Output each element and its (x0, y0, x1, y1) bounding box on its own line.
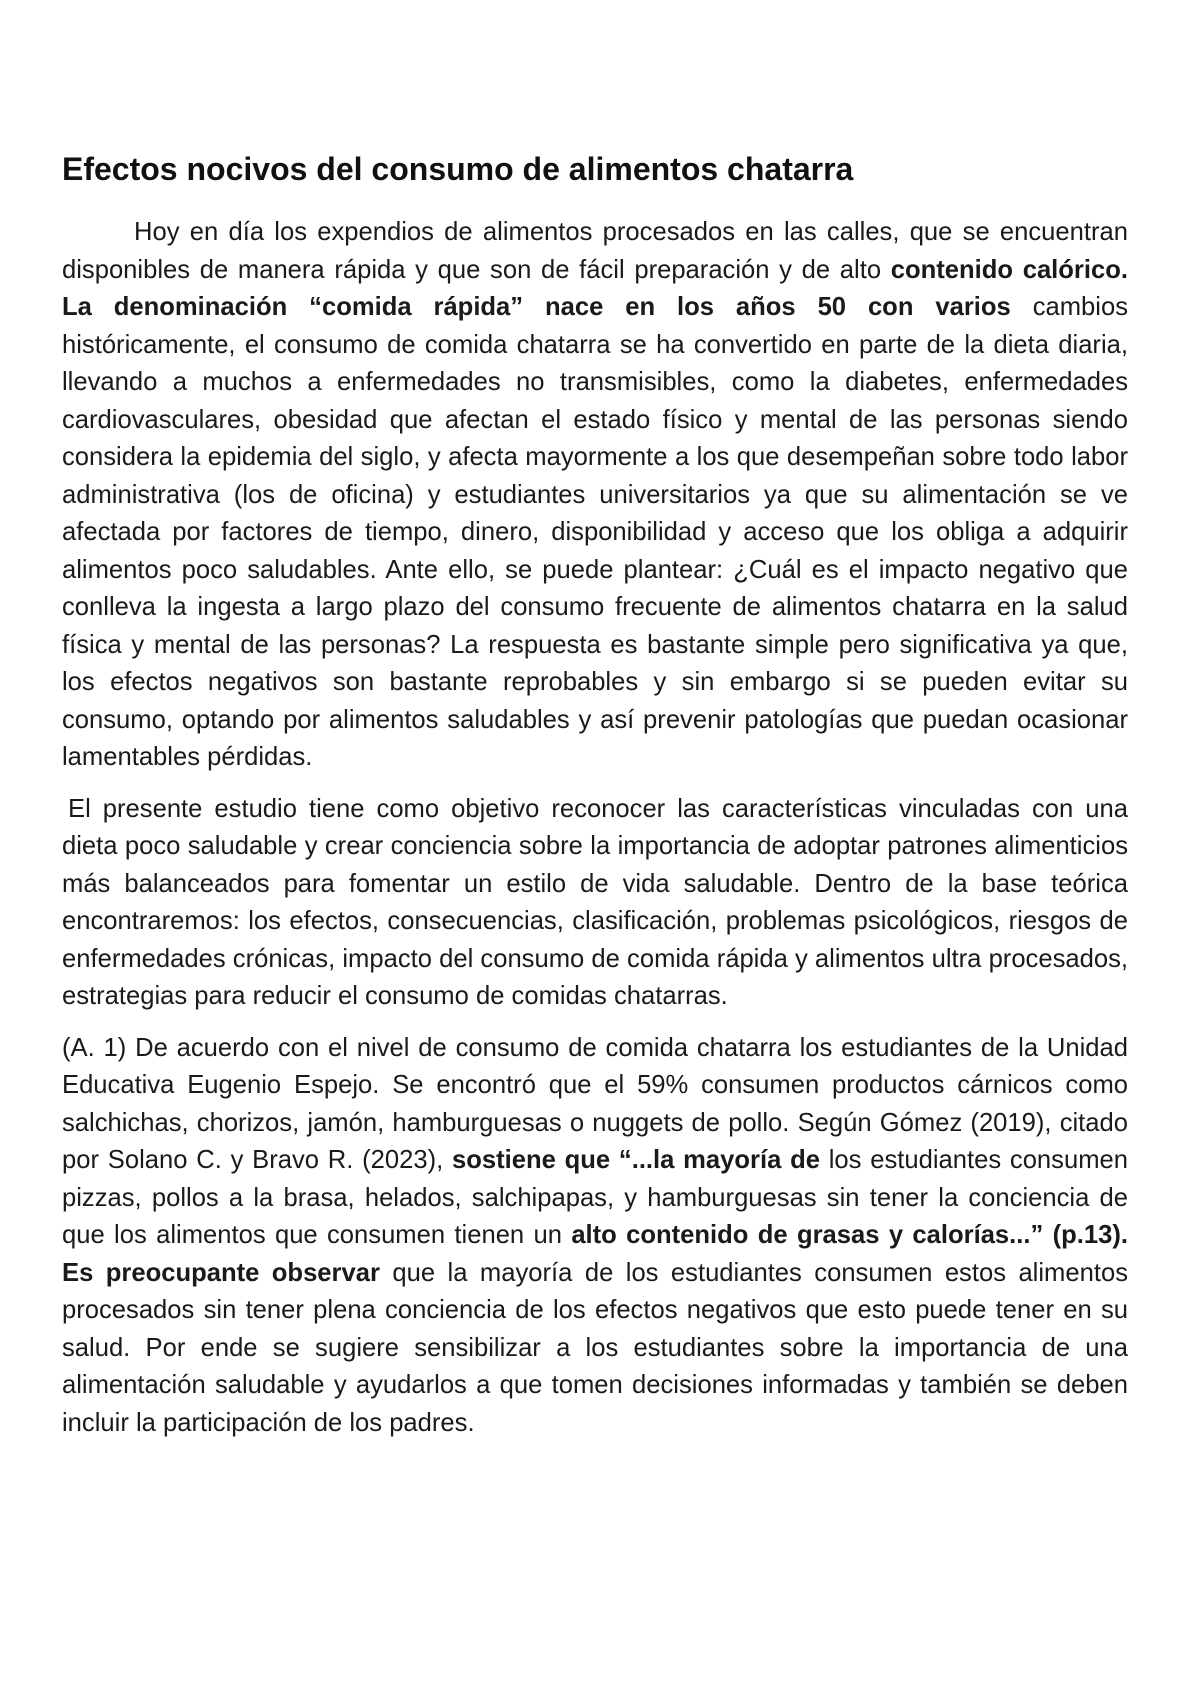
document-title: Efectos nocivos del consumo de alimentos chatarra (62, 151, 854, 187)
paragraph-3-text-a: (A. 1) De acuerdo con el nivel de consumo de comida chatarra los estudiantes de la Unidad Educativa Eugenio Espejo. Se encontró que el 59% consumen productos cárnicos como salchichas, chorizos, jamón, hamburguesas o nuggets de pollo. Según Gómez (2019), citado por Solano C. y Bravo R. (2023), (62, 1033, 1128, 1175)
paragraph-introduction (62, 214, 1128, 777)
paragraph-3-text-b: los estudiantes consumen pizzas, pollos a la brasa, helados, salchipapas, y hamburguesas sin tener la conciencia de que los alimentos que consumen tienen un (62, 1146, 1128, 1250)
paragraph-1-bold-run: contenido calórico. La denominación “comida rápida” nace en los años 50 con varios (62, 255, 1128, 322)
paragraph-3-bold-run-a: sostiene que “...la mayoría de (452, 1146, 820, 1175)
paragraph-study-findings (62, 1030, 1128, 1443)
paragraph-objective: El presente estudio tiene como objetivo reconocer las características vinculadas con una dieta poco saludable y crear conciencia sobre la importancia de adoptar patrones alimenticios más balanceados para fomentar un estilo de vida saludable. Dentro de la base teórica encontraremos: los efectos, consecuencias, clasificación, problemas psicológicos, riesgos de enfermedades crónicas, impacto del consumo de comida rápida y alimentos ultra procesados, estrategias para reducir el consumo de comidas chatarras. (62, 794, 1128, 1011)
paragraph-3-text-c: que la mayoría de los estudiantes consumen estos alimentos procesados sin tener plena conciencia de los efectos negativos que esto puede tener en su salud. Por ende se sugiere sensibilizar a los estudiantes sobre la importancia de una alimentación saludable y ayudarlos a que tomen decisiones informadas y también se deben incluir la participación de los padres. (62, 1258, 1128, 1437)
paragraph-1-text-b: cambios históricamente, el consumo de comida chatarra se ha convertido en parte de la dieta diaria, llevando a muchos a enfermedades no transmisibles, como la diabetes, enfermedades cardiovasculares, obesidad que afectan el estado físico y mental de las personas siendo considera la epidemia del siglo, y afecta mayormente a los que desempeñan sobre todo labor administrativa (los de oficina) y estudiantes universitarios ya que su alimentación se ve afectada por factores de tiempo, dinero, disponibilidad y acceso que los obliga a adquirir alimentos poco saludables. Ante ello, se puede plantear: ¿Cuál es el impacto negativo que conlleva la ingesta a largo plazo del consumo frecuente de alimentos chatarra en la salud física y mental de las personas? La respuesta es bastante simple pero significativa ya que, los efectos negativos son bastante reprobables y sin embargo si se pueden evitar su consumo, optando por alimentos saludables y así prevenir patologías que puedan ocasionar lamentables pérdidas. (62, 293, 1128, 772)
paragraph-1-text-a: Hoy en día los expendios de alimentos procesados en las calles, que se encuentran disponibles de manera rápida y que son de fácil preparación y de alto (62, 218, 1128, 284)
paragraph-3-bold-run-b: alto contenido de grasas y calorías...” (p.13). Es preocupante observar (62, 1221, 1128, 1287)
